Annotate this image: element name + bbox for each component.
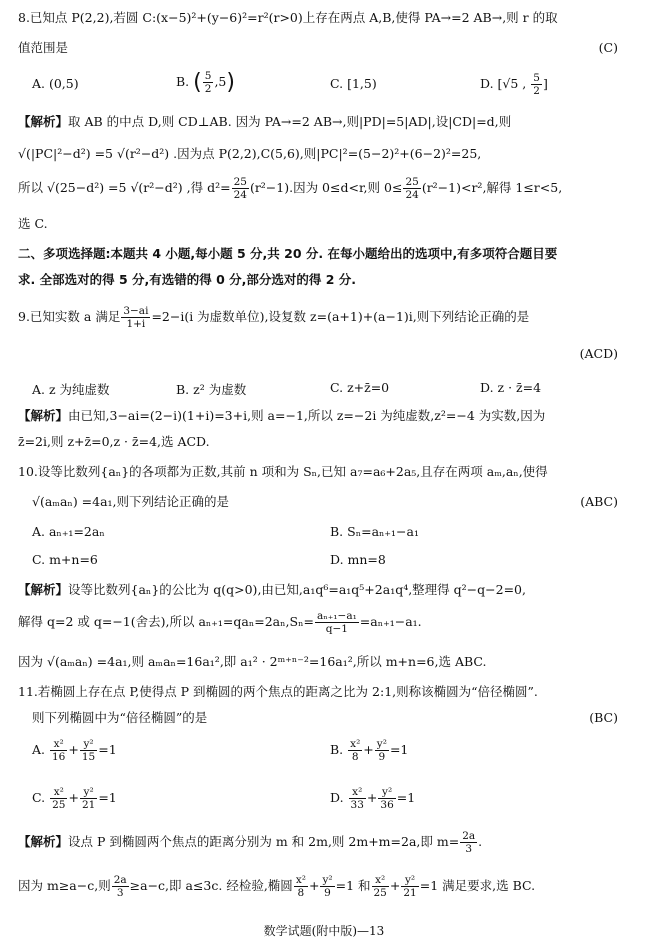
q10-exp2-fraction [315,610,359,635]
q8-exp3-num1: 25 [233,176,247,188]
q11-option-c-label: C. [32,790,46,806]
q11-option-d-label: D. [330,790,344,806]
q11-option-d-plus: + [366,790,378,806]
q8-exp3-den1: 24 [233,189,247,202]
q9-stem-den: 1+i [126,318,146,331]
q11-exp2-d4: 21 [403,887,417,900]
q11-option-a-n2: y² [80,738,97,751]
q11-option-b-n1: x² [350,738,361,750]
q8-answer: (C) [598,40,618,55]
page-footer: 数学试题(附中版)—13 [263,924,385,938]
q11-option-a [32,738,117,763]
q11-stem-text2: 则下列椭圆中为“倍径椭圆”的是 [32,710,208,725]
q11-option-d-n1: x² [349,786,366,799]
q9-option-c: C. z+z̄=0 [330,380,390,395]
q11-exp1-num: 2a [462,830,476,842]
q11-exp2-frac1 [294,874,308,899]
q8-exp3-part1: 所以 √(25−d²) =5 √(r²−d²) ,得 d²= [18,180,231,196]
q11-option-b-frac2 [375,738,389,763]
q9-stem-part1: 9.已知实数 a 满足 [18,309,121,325]
q11-option-b-n2: y² [376,738,387,750]
q11-exp2-den: 3 [116,887,124,900]
q11-option-d-frac2 [378,786,395,811]
q11-option-c-plus: + [68,790,79,806]
q8-stem-line1: 8.已知点 P(2,2),若圆 C:(x−5)²+(y−6)²=r²(r>0)上存在两点 A,B,使得 PA→=2 AB→,则 r 的取 [18,10,558,25]
q11-exp2-frac4 [401,874,418,899]
q11-explanation-label: 【解析】 [18,834,69,850]
q9-stem-num: 3−ai [123,305,149,317]
q8-explanation-line3 [18,176,634,201]
q11-exp2-num: 2a [113,874,127,886]
q8-option-d-label: D. [√5 , [480,76,527,92]
q11-exp2-n1: x² [295,874,306,886]
q11-exp2-part1: 因为 m≥a−c,则 [18,878,111,894]
q11-option-d [330,786,415,811]
q11-option-a-plus: + [68,742,79,758]
q11-option-b-plus: + [363,742,374,758]
q8-exp3-den2: 24 [405,189,419,202]
q11-option-d-d1: 33 [350,799,364,812]
q11-exp1-part2: . [478,834,483,850]
q11-option-c-d1: 25 [52,799,66,812]
q8-option-d [480,72,548,97]
q11-explanation-line2 [18,874,634,899]
q9-stem-fraction [121,305,150,330]
q11-option-c-n2: y² [80,786,97,799]
q8-exp3-fraction1 [232,176,249,201]
q10-answer: (ABC) [580,494,618,509]
q8-option-b-label: B. [176,74,190,90]
q11-option-c [32,786,117,811]
q10-option-d: D. mn=8 [330,552,386,567]
q11-exp2-d3: 25 [373,887,387,900]
q11-exp2-n2: y² [322,874,333,886]
q11-exp2-n4: y² [401,874,418,887]
q11-option-d-frac1 [349,786,366,811]
q11-exp2-fraction [112,874,129,899]
q9-option-a: A. z 为纯虚数 [32,382,110,397]
q11-option-b-d2: 9 [378,751,386,764]
q11-exp2-part3: =1 和 [335,878,371,894]
q10-stem-text2: √(aₘaₙ) =4a₁,则下列结论正确的是 [32,494,230,509]
q11-option-a-frac2 [80,738,97,763]
q11-exp2-n3: x² [372,874,389,887]
q11-option-a-label: A. [32,742,46,758]
q11-option-b [330,738,408,763]
q8-option-d-fraction [531,72,542,97]
q11-exp1-den: 3 [465,843,472,856]
q11-option-b-d1: 8 [351,751,359,764]
q10-explanation-line2 [18,610,634,635]
q8-explanation-label: 【解析】 [18,114,69,129]
q8-option-d-num: 5 [533,72,540,84]
q11-option-c-n1: x² [50,786,67,799]
q11-option-c-eq: =1 [98,790,117,806]
q10-explanation-label: 【解析】 [18,582,69,597]
q11-option-b-eq: =1 [389,742,409,758]
q11-option-b-label: B. [330,742,344,758]
q8-explanation-text1: 取 AB 的中点 D,则 CD⊥AB. 因为 PA→=2 AB→,则|PD|=5|AD|,设|CD|=d,则 [68,114,512,129]
q10-explanation-line1 [18,582,634,598]
q10-explanation-line3: 因为 √(aₘaₙ) =4a₁,则 aₘaₙ=16a₁²,即 a₁² · 2ᵐ⁺ⁿ⁻²=16a₁²,所以 m+n=6,选 ABC. [18,654,487,669]
q11-explanation-line1 [18,830,634,855]
q11-option-b-frac1 [348,738,362,763]
q10-stem-line2 [18,494,634,510]
section-title-line2: 求. 全部选对的得 5 分,有选错的得 0 分,部分选对的得 2 分. [18,272,357,287]
q11-option-a-eq: =1 [98,742,117,758]
q10-option-b: B. Sₙ=aₙ₊₁−a₁ [330,524,419,539]
q11-option-a-n1: x² [50,738,67,751]
q11-option-c-frac1 [50,786,67,811]
q8-option-b-rest: ,5 [214,74,227,90]
q11-option-a-frac1 [50,738,67,763]
q11-exp2-plus1: + [308,878,320,894]
q9-stem-part2: =2−i(i 为虚数单位),设复数 z=(a+1)+(a−1)i,则下列结论正确的是 [151,309,530,325]
q11-stem-line2 [18,710,634,726]
q11-exp2-frac3 [372,874,389,899]
q8-stem-text: 值范围是 [18,40,69,55]
q11-exp2-d2: 9 [324,887,331,900]
q10-exp2-num: aₙ₊₁−a₁ [316,610,357,622]
q9-stem [18,305,634,330]
q11-option-d-eq: =1 [396,790,416,806]
q11-option-c-frac2 [80,786,97,811]
q8-exp3-num2: 25 [405,176,419,188]
q11-answer: (BC) [589,710,618,725]
q10-exp2-den: q−1 [325,623,348,636]
q8-option-c: C. [1,5) [330,76,377,91]
section-title-line1: 二、多项选择题:本题共 4 小题,每小题 5 分,共 20 分. 在每小题给出的选项中,有多项符合题目要 [18,246,558,261]
q11-option-a-d2: 15 [81,751,96,764]
q11-exp1-part1: 设点 P 到椭圆两个焦点的距离分别为 m 和 2m,则 2m+m=2a,即 m= [68,834,460,850]
q8-option-b-rparen: ) [226,70,235,96]
q8-explanation-line1 [18,114,634,130]
q8-explanation-line4: 选 C. [18,216,48,231]
q8-exp3-part3: (r²−1)<r²,解得 1≤r<5, [421,180,563,196]
q11-exp2-part4: =1 满足要求,选 BC. [419,878,536,894]
q10-exp2-part2: =aₙ₊₁−a₁. [359,614,422,630]
q8-option-b-num: 5 [204,70,212,82]
q10-explanation-text1: 设等比数列{aₙ}的公比为 q(q>0),由已知,a₁q⁶=a₁q⁵+2a₁q⁴,整理得 q²−q−2=0, [68,582,526,597]
q11-exp2-part2: ≥a−c,即 a≤3c. 经检验,椭圆 [129,878,293,894]
q10-option-a: A. aₙ₊₁=2aₙ [32,524,105,539]
q11-exp1-fraction [460,830,477,855]
q9-explanation-text1: 由已知,3−ai=(2−i)(1+i)=3+i,则 a=−1,所以 z=−2i 为纯虚数,z²=−4 为实数,因为 [68,408,546,423]
q8-option-b-fraction [203,70,214,95]
q8-option-a: A. (0,5) [32,76,79,91]
q8-option-d-rest: ] [542,76,548,92]
q8-option-b-lparen: ( [193,70,202,96]
q11-option-a-d1: 16 [52,751,66,764]
q8-explanation-line2: √(|PC|²−d²) =5 √(r²−d²) .因为点 P(2,2),C(5,6),则|PC|²=(5−2)²+(6−2)²=25, [18,146,482,161]
q11-option-d-d2: 36 [380,799,394,812]
q10-stem-line1: 10.设等比数列{aₙ}的各项都为正数,其前 n 项和为 Sₙ,已知 a₇=a₆+2a₅,且存在两项 aₘ,aₙ,使得 [18,464,548,479]
q8-exp3-part2: (r²−1).因为 0≤d<r,则 0≤ [249,180,403,196]
q9-option-d: D. z · z̄=4 [480,380,542,395]
q8-option-b-den: 2 [204,83,212,96]
q9-answer: (ACD) [579,346,618,361]
q8-option-b [176,70,235,95]
q8-stem-line2 [18,40,634,56]
q11-option-c-d2: 21 [81,799,96,812]
q11-exp2-frac2 [320,874,334,899]
q11-exp2-plus2: + [389,878,401,894]
q10-exp2-part1: 解得 q=2 或 q=−1(舍去),所以 aₙ₊₁=qaₙ=2aₙ,Sₙ= [18,614,314,630]
q9-explanation-label: 【解析】 [18,408,69,423]
q9-option-b: B. z² 为虚数 [176,382,247,397]
q8-exp3-fraction2 [403,176,420,201]
q9-explanation-line2: z̄=2i,则 z+z̄=0,z · z̄=4,选 ACD. [18,434,210,449]
q11-exp2-d1: 8 [297,887,305,900]
q11-option-d-n2: y² [378,786,395,799]
q10-option-c: C. m+n=6 [32,552,98,567]
q8-option-d-den: 2 [533,85,540,98]
q9-explanation-line1 [18,408,634,424]
q11-stem-line1: 11.若椭圆上存在点 P,使得点 P 到椭圆的两个焦点的距离之比为 2:1,则称该椭圆为“倍径椭圆”. [18,684,538,699]
